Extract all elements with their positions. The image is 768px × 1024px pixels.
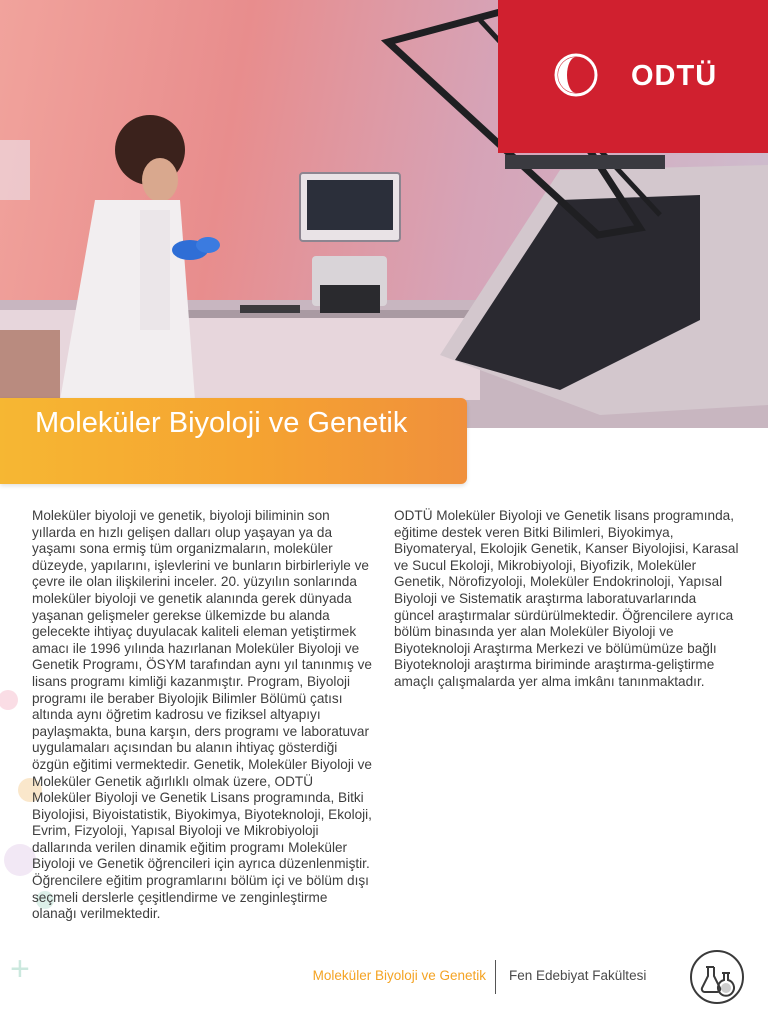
brand-name: ODTÜ [631,60,718,92]
odtu-logo-icon [554,53,598,97]
brand-header [498,0,768,153]
footer-program: Moleküler Biyoloji ve Genetik [312,968,486,983]
body-text-right: ODTÜ Moleküler Biyoloji ve Genetik lisans programında, eğitime destek veren Bitki Bilimleri, Biyokimya, Biyomateryal, Ekolojik Genetik, Kanser Biyolojisi, Karasal ve Sucul Ekoloji, Mikrobiyoloji, Biyofizik, Moleküler Genetik, Nörofizyoloji, Moleküler Endokrinoloji, Yapısal Biyoloji ve Sistematik araştırma laboratuvarlarında güncel araştırmalar sürdürülmektedir. Öğrencilere ayrıca bölüm binasında yer alan Moleküler Biyoloji ve Biyoteknoloji Araştırma Merkezi ve bölümümüze bağlı Biyoteknoloji araştırma biriminde araştırma-geliştirme amaçlı çalışmalarda yer alma imkânı tanınmaktadır. [394,508,739,689]
footer-faculty: Fen Edebiyat Fakültesi [509,968,647,983]
body-text-left: Moleküler biyoloji ve genetik, biyoloji biliminin son yıllarda en hızlı gelişen dalları olup yaşayan ya da yaşamı sona ermiş tüm organizmaların, moleküler düzeyde, yapılarını, işlevlerini ve bunların birbirleriyle ve çevre ile olan ilişkilerini inceler. 20. yüzyılın sonlarında moleküler biyoloji ve genetik alanında gerek dünyada yaşanan gelişmeler gerekse ülkemizde bu alanda gelecekte ihtiyaç duyulacak kaliteli eleman yetiştirmek amacı ile 1996 yılında hazırlanan Moleküler Biyoloji ve Genetik Programı, ÖSYM tarafından aynı yıl tanınmış ve lisans programı kimliği kazanmıştır. Program, Biyoloji programı ile beraber Biyolojik Bilimler Bölümü çatısı altında aynı öğretim kadrosu ve fiziksel altyapıyı paylaşmakta, buna karşın, ders programı ve laboratuvar uygulamaları açısından bu alanın ihtiyaç gösterdiği özgün eğitimi vermektedir. Genetik, Moleküler Biyoloji ve Moleküler Genetik ağırlıklı olmak üzere, ODTÜ Moleküler Biyoloji ve Genetik Lisans programında, Bitki Biyolojisi, Biyoistatistik, Biyokimya, Biyoteknoloji, Ekoloji, Evrim, Fizyoloji, Yapısal Biyoloji ve Mikrobiyoloji dallarında verilen dinamik eğitim programı Moleküler Biyoloji ve Genetik öğrencileri için ayrıca düzenlenmiştir. Öğrencilere eğitim programlarını bölüm içi ve bölüm dışı seçmeli derslerle çeşitlendirme ve zenginleştirme olanağı verilmektedir. [32,508,372,922]
flask-icon [689,949,745,1005]
page-title: Moleküler Biyoloji ve Genetik [35,407,408,439]
footer-divider [495,960,496,994]
section-title-banner [0,398,467,484]
svg-text:+: + [10,950,30,988]
